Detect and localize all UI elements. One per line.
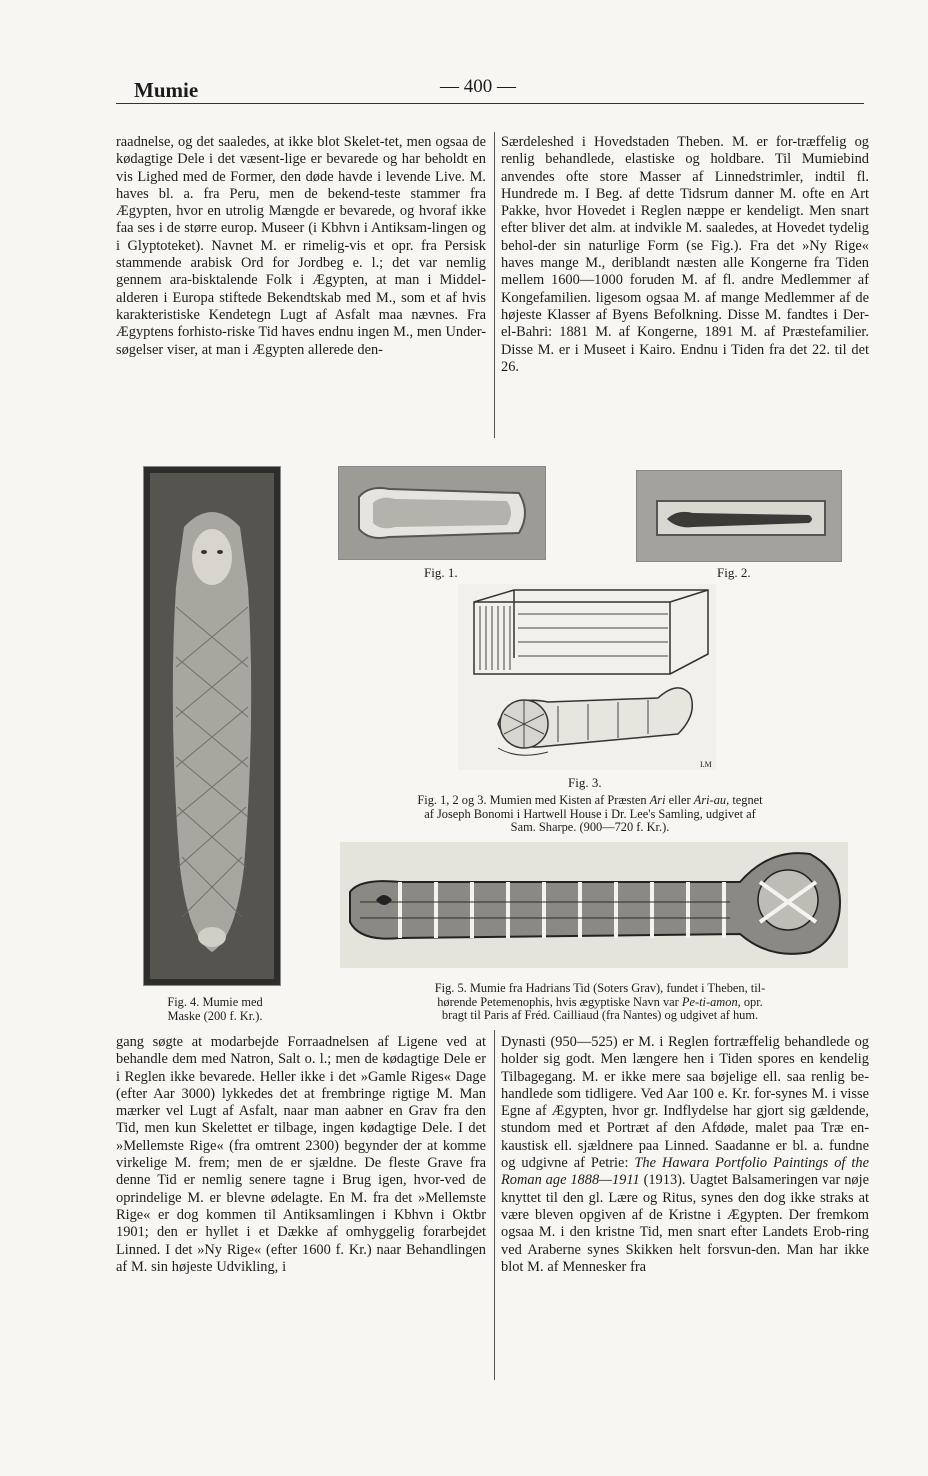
fig-3-label: Fig. 3. — [568, 775, 602, 790]
fig-1-label: Fig. 1. — [424, 565, 458, 580]
fig-2-label: Fig. 2. — [717, 565, 751, 580]
fig-3-initials: I.M — [700, 760, 712, 769]
mummy-mask-illustration — [144, 467, 280, 985]
caption-fig-5: Fig. 5. Mumie fra Hadrians Tid (Soters Grav), fundet i Theben, til- hørende Petemenophis, hvis ægyptiske Navn var Pe-ti-amon, opr. bragt til Paris af Fréd. Cailliaud (fra Nantes) og udgivet af hum. — [434, 981, 766, 1023]
column-divider-bottom — [494, 1030, 495, 1380]
column-divider-top — [494, 132, 495, 438]
book-title: The Hawara Portfolio Paintings of the Roman age 1888—1911 — [501, 1155, 869, 1189]
text-column-bottom-right — [501, 1034, 869, 1276]
paragraph: Særdeleshed i Hovedstaden Theben. M. er for-træffelig og renlig behandlede, elastiske og holdbare. Til Mumiebind anvendes ofte store Masser af Linnedstrimler, indtil fl. Hundrede m. I Beg. af dette Tidsrum danner M. ofte en Art Pakke, hvor Hovedet i Reglen næppe er kendeligt. Men snart efter bliver det alm. at indvikle M. saaledes, at Hovedet tydelig behol-der sin naturlige Form (se Fig.). Fra det »Ny Rige« haves mange M., deriblandt næsten alle Kongerne fra Tiden mellem 1600—1000 foruden M. af fl. andre Medlemmer af Kongefamilien. ligesom ogsaa M. af mange Medlemmer af de højeste Klasser af Byens Befolkning. Disse M. fandtes i Der-el-Bahri: 1881 M. af Kongerne, 1891 M. af Præstefamilier. Disse M. er i Museet i Kairo. Endnu i Tiden fra det 22. til det 26. — [501, 134, 869, 375]
paragraph: Dynasti (950—525) er M. i Reglen fortræffelig behandlede og holder sig godt. Men længere hen i Tiden spores en kendelig Tilbagegang. M. er ikke mere saa bøjelige ell. saa renlig be-handlede som tidligere. Ved Aar 100 e. Kr. for-synes M. i visse Egne af Ægypten, hvor gr. Indflydelse har gjort sig gældende, stundom med et Portræt af den Afdøde, malet paa Træ en-kaustisk ell. sjældnere paa Linned. Saadanne er bl. a. fundne og udgivne af Petrie: The Hawara Portfolio Paintings of the Roman age 1888—1911 (1913). Uagtet Balsameringen var nøje knyttet til den gl. Lære og Ritus, synes den dog ikke straks at være bleven opgiven af de Kristne i Ægypten. Der fremkom ogsaa M. i den kristne Tid, men snart efter Landets Erob-ring ved Araberne synes Skikken helt forsvun-den. Man har ikke blot M. af Mennesker fra — [501, 1034, 869, 1275]
caption-fig-1-2-3: Fig. 1, 2 og 3. Mumien med Kisten af Præsten Ari eller Ari-au, tegnet af Joseph Bonomi i Hartwell House i Dr. Lee's Samling, udgivet af Sam. Sharpe. (900—720 f. Kr.). — [417, 793, 763, 835]
figure-5-decorated-mummy — [340, 842, 848, 968]
figure-1-coffin-lid — [338, 466, 546, 560]
header-title: Mumie — [134, 78, 199, 102]
header-rule — [116, 103, 864, 104]
page-number: — 400 — — [440, 76, 516, 97]
figure-2-mummy-in-coffin — [636, 470, 842, 562]
figure-4-mummy-with-mask — [143, 466, 281, 986]
paragraph: gang søgte at modarbejde Forraadnelsen af Ligene ved at behandle dem med Natron, Salt o. l.; men de kødagtige Dele er i Reglen ikke bevarede. Heller ikke i det »Gamle Riges« Dage (efter Aar 3000) lykkedes det at frembringe rigtige M. Man mærker vel Lugt af Asfalt, naar man aabner en Grav fra den Tid, men kun Skelettet er tilbage, ingen kødagtige Dele. I det »Mellemste Rige« (fra omtrent 2300) begynder der at komme virkelige M. frem; men de er sjældne. De fleste Grave fra denne Tid er nemlig senere tagne i Brug igen, hvor-ved de oprindelige M. er blevne ødelagte. En M. fra det »Mellemste Rige« er dog kommen til Antiksamlingen i Kbhvn i Oktbr 1901; den er hyllet i et Dække af omhyggelig forarbejdet Linned. I det »Ny Rige« (efter 1600 f. Kr.) naar Behandlingen af M. sin højeste Udvikling, i — [116, 1034, 486, 1275]
caption-fig-4: Fig. 4. Mumie med Maske (200 f. Kr.). — [167, 995, 263, 1023]
text-column-top-left — [116, 134, 486, 359]
text-column-bottom-left — [116, 1034, 486, 1276]
figure-3-coffin-and-mummy-drawing — [458, 584, 716, 770]
text-column-top-right — [501, 134, 869, 376]
paragraph: raadnelse, og det saaledes, at ikke blot Skelet-tet, men ogsaa de kødagtige Dele i det væsent-lige er bevarede og har beholdt en vis Lighed med de Former, den døde havde i levende Live. M. haves bl. a. fra Peru, men de bekend-teste stammer fra Ægypten, hvor en utrolig Mængde er bevarede, og hvoraf ikke faa ses i de større europ. Museer (i Kbhvn i Antiksam-lingen og i Glyptoteket). Navnet M. er rimelig-vis et opr. fra Persisk stammende arabisk Ord for Jordbeg e. l.; det var nemlig gennem ara-bisktalende Folk i Ægypten, at man i Middel-alderen i Europa stiftede Bekendtskab med M., som et af hvis karakteristiske Kendetegn Lugt af Asfalt maa nævnes. Fra Ægyptens forhisto-riske Tid haves endnu ingen M., men Under-søgelser viser, at man i Ægypten allerede den- — [116, 134, 486, 358]
